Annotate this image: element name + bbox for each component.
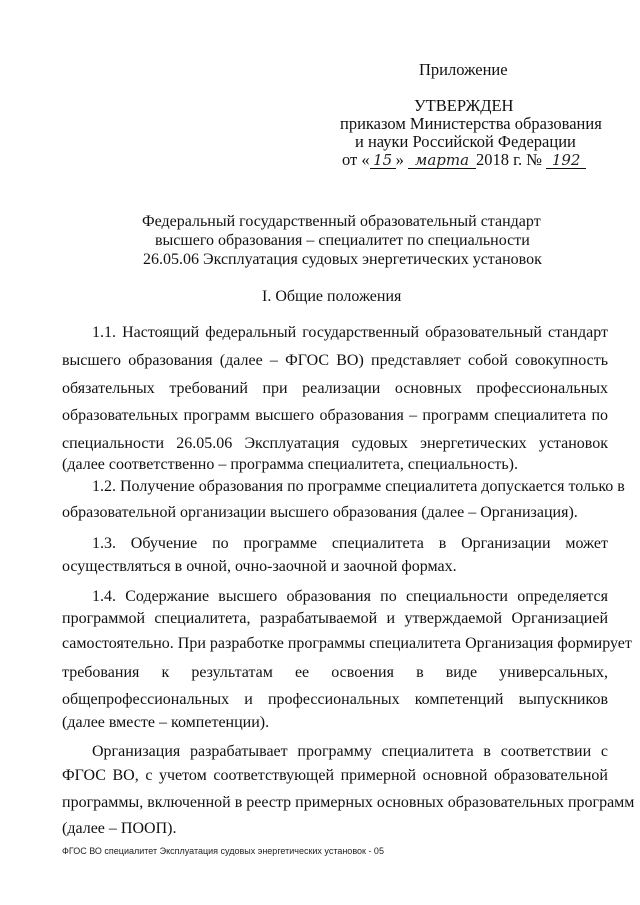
body-line: общепрофессиональных и профессиональных компетенций выпускников (62, 691, 608, 708)
body-line: ФГОС ВО, с учетом соответствующей примерной основной образовательной (62, 767, 608, 784)
body-line: специальности 26.05.06 Эксплуатация судовых энергетических установок (62, 435, 608, 452)
body-line: обязательных требований при реализации основных профессиональных (62, 380, 608, 397)
body-line: образовательных программ высшего образования – программ специалитета по (62, 407, 608, 424)
body-line: 1.1. Настоящий федеральный государственный образовательный стандарт (92, 324, 608, 341)
body-line: (далее – ПООП). (62, 820, 177, 837)
body-line: 1.3. Обучение по программе специалитета в Организации может (92, 535, 608, 552)
order-date-line (342, 150, 586, 170)
body-line: программы, включенной в реестр примерных основных образовательных программ (62, 794, 635, 811)
order-line-2: и науки Российской Федерации (355, 132, 576, 151)
section-heading: I. Общие положения (262, 288, 402, 305)
body-line: образовательной организации высшего образования (далее – Организация). (62, 504, 578, 521)
appendix-label: Приложение (419, 60, 508, 79)
body-line: (далее соответственно – программа специалитета, специальность). (62, 456, 518, 473)
date-quote-close: » (395, 150, 404, 169)
approved-label: УТВЕРЖДЕН (414, 96, 514, 115)
title-line-1: Федеральный государственный образовательный стандарт (142, 213, 541, 230)
body-line: программой специалитета, разрабатываемой и утверждаемой Организацией (62, 610, 608, 627)
body-line: требования к результатам ее освоения в виде универсальных, (62, 664, 608, 681)
date-prefix: от « (342, 150, 370, 169)
body-line: высшего образования (далее – ФГОС ВО) представляет собой совокупность (62, 352, 608, 369)
body-line: 1.2. Получение образования по программе специалитета допускается только в (92, 478, 625, 495)
date-year: 2018 г. № (476, 150, 543, 169)
handwritten-month: марта (408, 152, 476, 169)
body-line: (далее вместе – компетенции). (62, 714, 270, 731)
handwritten-number: 192 (546, 152, 586, 169)
body-line: осуществляться в очной, очно-заочной и заочной формах. (62, 558, 457, 575)
body-line: 1.4. Содержание высшего образования по специальности определяется (92, 588, 608, 605)
handwritten-day: 15 (370, 152, 396, 169)
page-footer: ФГОС ВО специалитет Эксплуатация судовых энергетических установок - 05 (62, 846, 384, 856)
title-line-2: высшего образования – специалитет по специальности (155, 232, 530, 249)
body-line: Организация разрабатывает программу специалитета в соответствии с (92, 743, 608, 760)
title-line-3: 26.05.06 Эксплуатация судовых энергетических установок (143, 251, 542, 268)
order-line-1: приказом Министерства образования (340, 114, 602, 133)
body-line: самостоятельно. При разработке программы специалитета Организация формирует (62, 635, 632, 652)
